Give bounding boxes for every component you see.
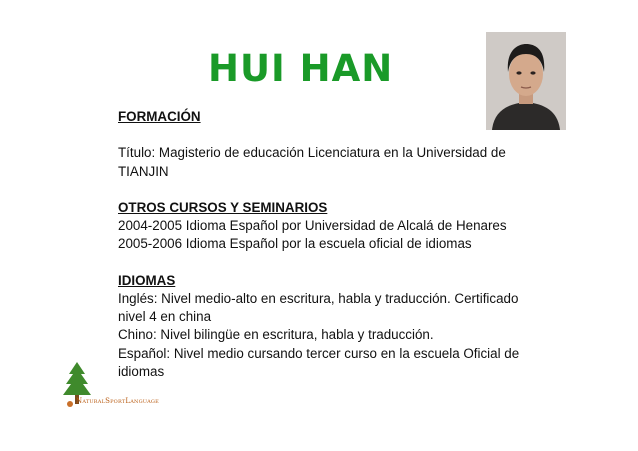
section-heading-idiomas: IDIOMAS	[118, 272, 176, 288]
idiomas-line: Español: Nivel medio cursando tercer curso en la escuela Oficial de	[118, 345, 520, 361]
idiomas-line: idiomas	[118, 363, 165, 379]
cursos-line: 2005-2006 Idioma Español por la escuela oficial de idiomas	[118, 236, 472, 252]
resume-name: HUI HAN	[208, 47, 394, 90]
section-heading-cursos: OTROS CURSOS Y SEMINARIOS	[118, 199, 328, 215]
formacion-line: TIANJIN	[118, 163, 169, 179]
logo-text: NaturalSportLanguage	[76, 397, 159, 405]
cursos-line: 2004-2005 Idioma Español por Universidad de Alcalá de Henares	[118, 218, 507, 234]
section-heading-formacion: FORMACIÓN	[118, 109, 201, 124]
resume-content	[118, 108, 558, 381]
idiomas-line: nivel 4 en china	[118, 309, 212, 325]
idiomas-line: Chino: Nivel bilingüe en escritura, habla y traducción.	[118, 327, 434, 343]
idiomas-line: Inglés: Nivel medio-alto en escritura, habla y traducción. Certificado	[118, 290, 519, 306]
formacion-line: Título: Magisterio de educación Licenciatura en la Universidad de	[118, 145, 506, 161]
